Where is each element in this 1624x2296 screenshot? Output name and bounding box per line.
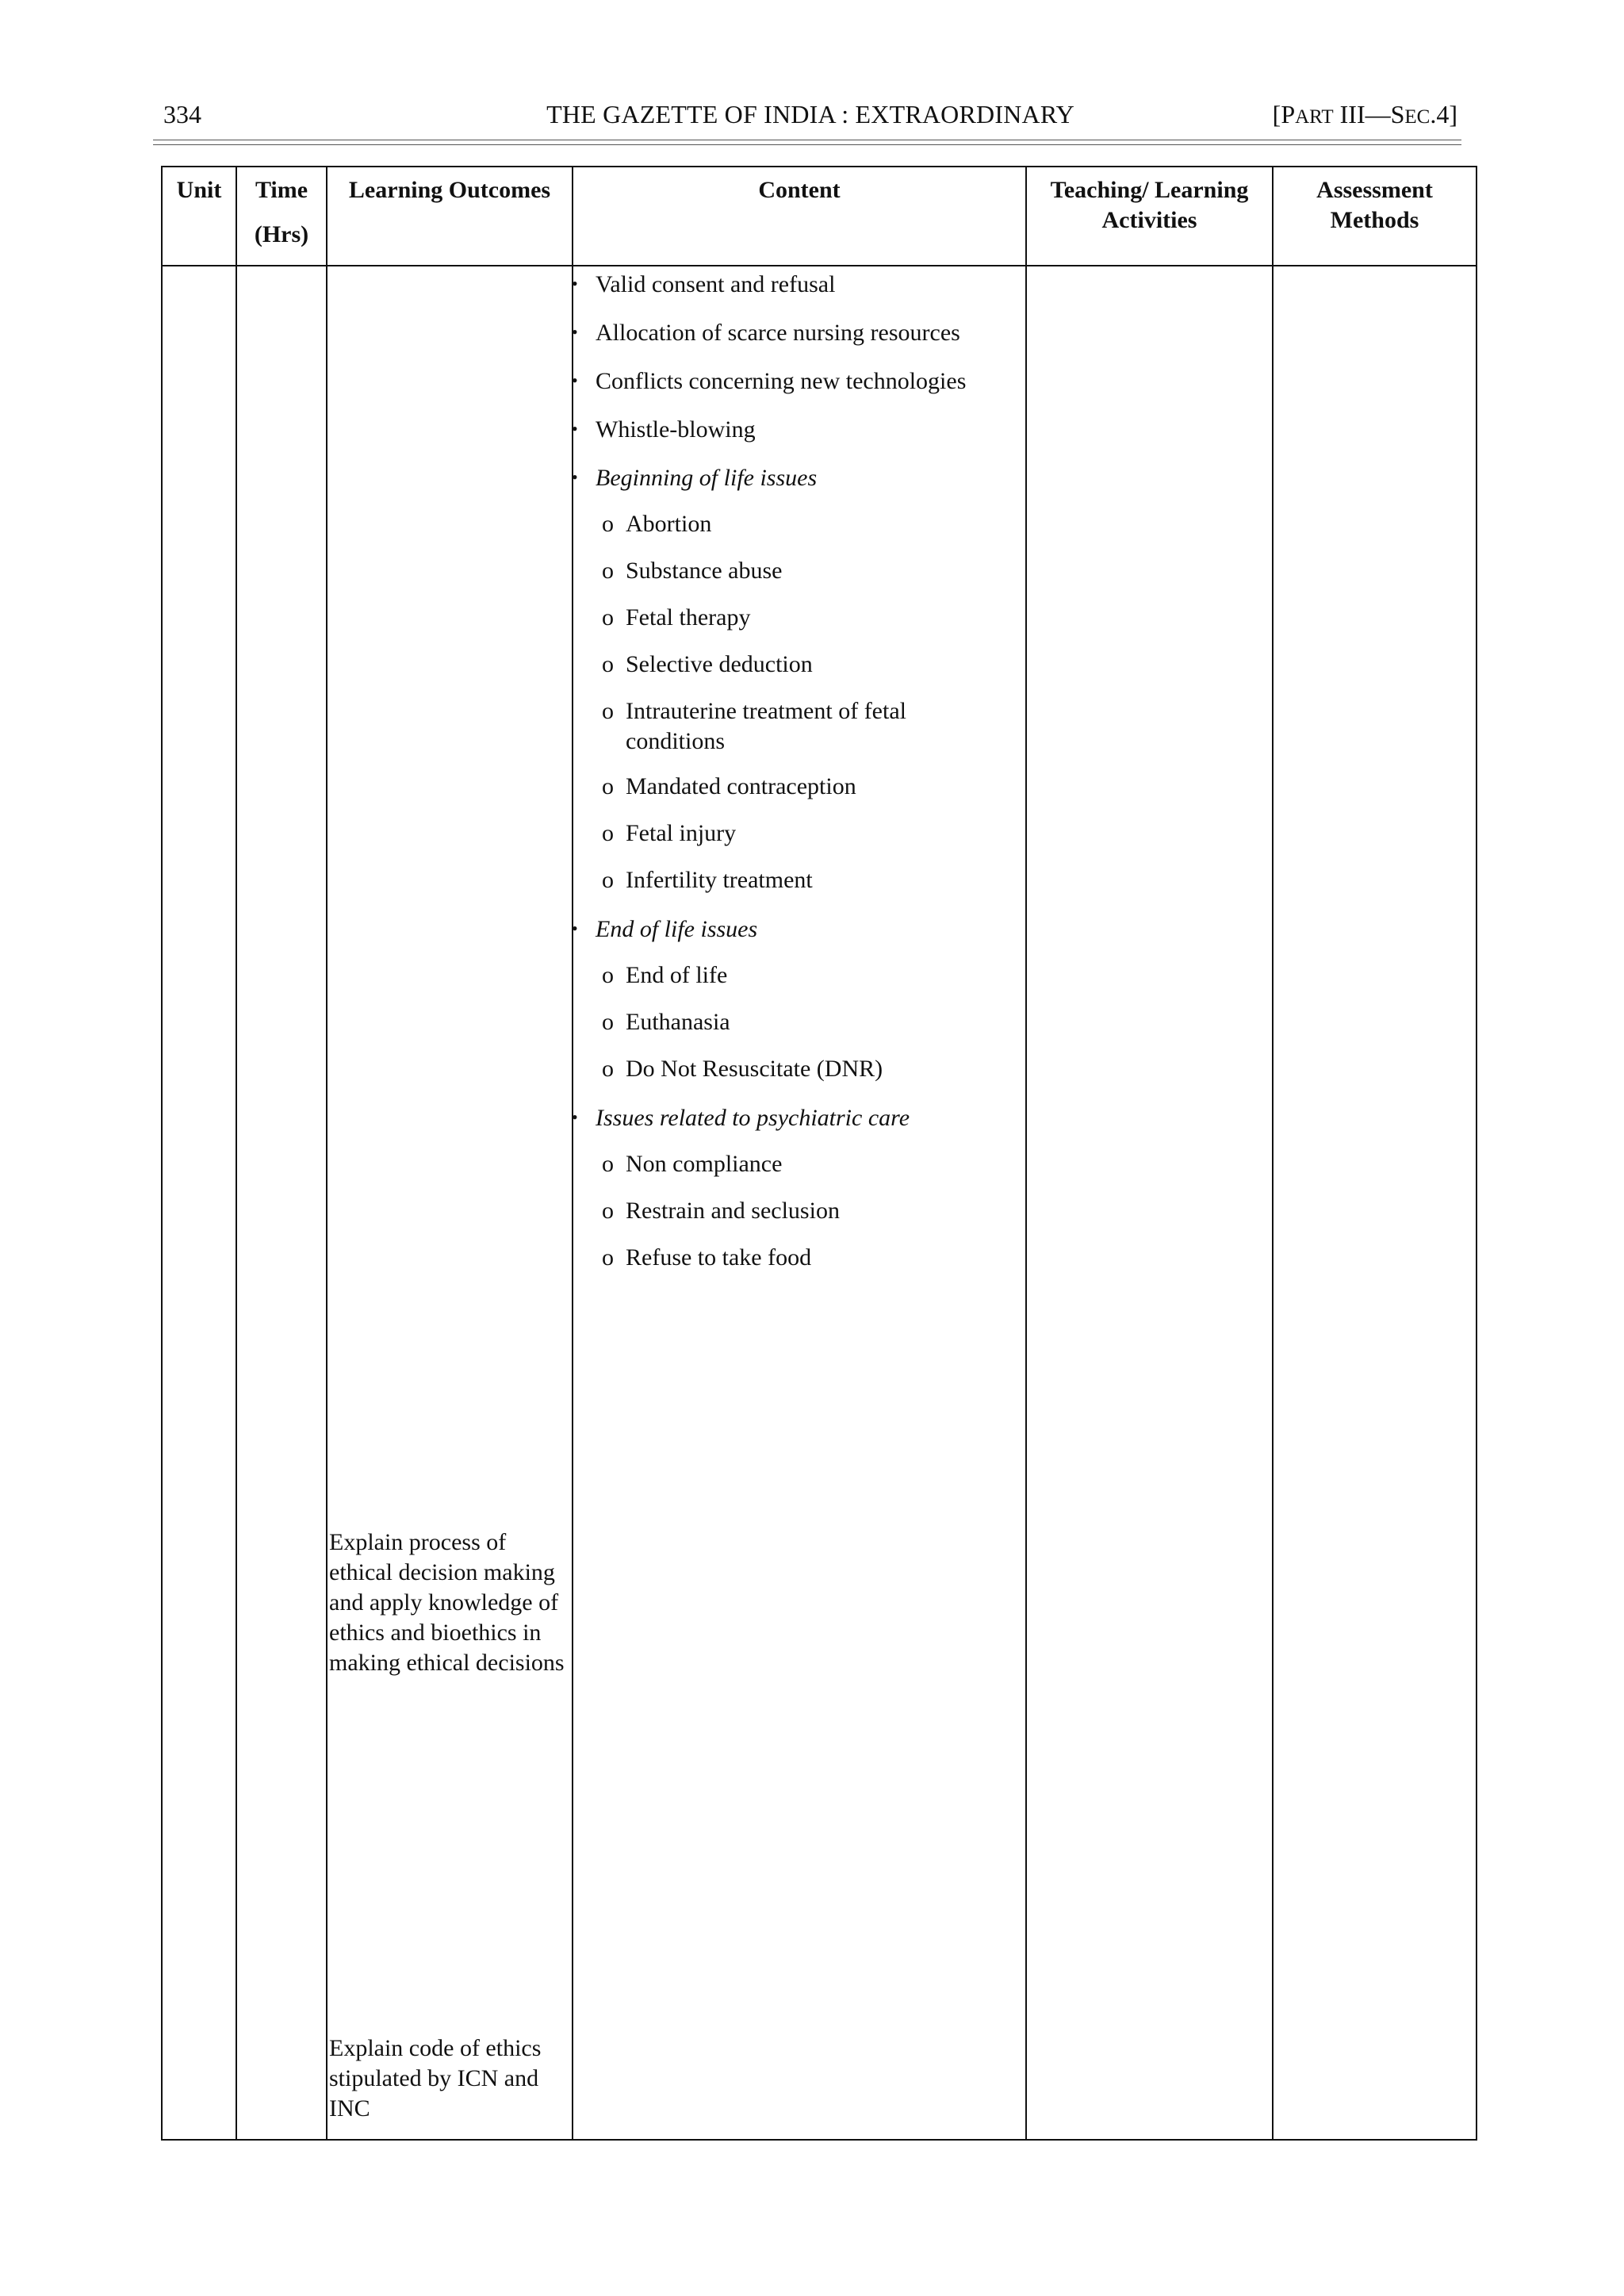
sub-list-item: o Fetal therapy [602, 604, 751, 631]
col-header-assessment-methods: Assessment Methods [1316, 177, 1433, 233]
sub-list-item: o Intrauterine treatment of fetal conditions [602, 698, 906, 754]
sub-list-item: o Non compliance [602, 1151, 783, 1177]
header-row-divider [163, 265, 1476, 266]
col-divider [1025, 167, 1027, 2139]
part-section-label: [PART III—SEC.4] [1272, 100, 1457, 128]
list-item: • End of life issues [572, 916, 758, 942]
list-item: • Allocation of scarce nursing resources [572, 320, 960, 346]
list-item: • Beginning of life issues [572, 465, 818, 491]
page-number: 334 [163, 100, 201, 128]
list-item: • Valid consent and refusal [572, 271, 836, 297]
col-divider [1272, 167, 1274, 2139]
syllabus-table [161, 166, 1477, 2141]
sub-list-item: o Restrain and seclusion [602, 1198, 840, 1224]
sub-list-item: o Selective deduction [602, 651, 813, 677]
sub-list-item: o Fetal injury [602, 820, 737, 846]
col-header-unit: Unit [176, 177, 222, 203]
sub-list-item: o End of life [602, 962, 728, 988]
sub-list-item: o Mandated contraception [602, 773, 856, 799]
sub-list-item: o Do Not Resuscitate (DNR) [602, 1056, 883, 1082]
col-divider [236, 167, 237, 2139]
list-item: • Conflicts concerning new technologies [572, 368, 967, 394]
col-header-content: Content [758, 177, 841, 203]
learning-outcome-code-of-ethics: Explain code of ethics stipulated by ICN and INC [329, 2035, 542, 2122]
col-header-learning-outcomes: Learning Outcomes [348, 177, 551, 203]
sub-list-item: o Refuse to take food [602, 1244, 812, 1271]
learning-outcome-ethical-decision: Explain process of ethical decision making and apply knowledge of ethics and bioethics in making ethical decisions [329, 1529, 565, 1676]
sub-list-item: o Substance abuse [602, 558, 783, 584]
page-header [163, 100, 1457, 132]
sub-list-item: o Infertility treatment [602, 867, 813, 893]
col-header-teaching-activities: Teaching/ Learning Activities [1050, 177, 1249, 233]
sub-list-item: o Abortion [602, 511, 712, 537]
sub-list-item: o Euthanasia [602, 1009, 730, 1035]
col-header-time: Time (Hrs) [254, 177, 309, 247]
list-item: • Whistle-blowing [572, 416, 756, 443]
header-rule-bottom [153, 144, 1461, 145]
col-divider [326, 167, 327, 2139]
list-item: • Issues related to psychiatric care [572, 1105, 910, 1131]
gazette-title: THE GAZETTE OF INDIA : EXTRAORDINARY [546, 100, 1074, 128]
